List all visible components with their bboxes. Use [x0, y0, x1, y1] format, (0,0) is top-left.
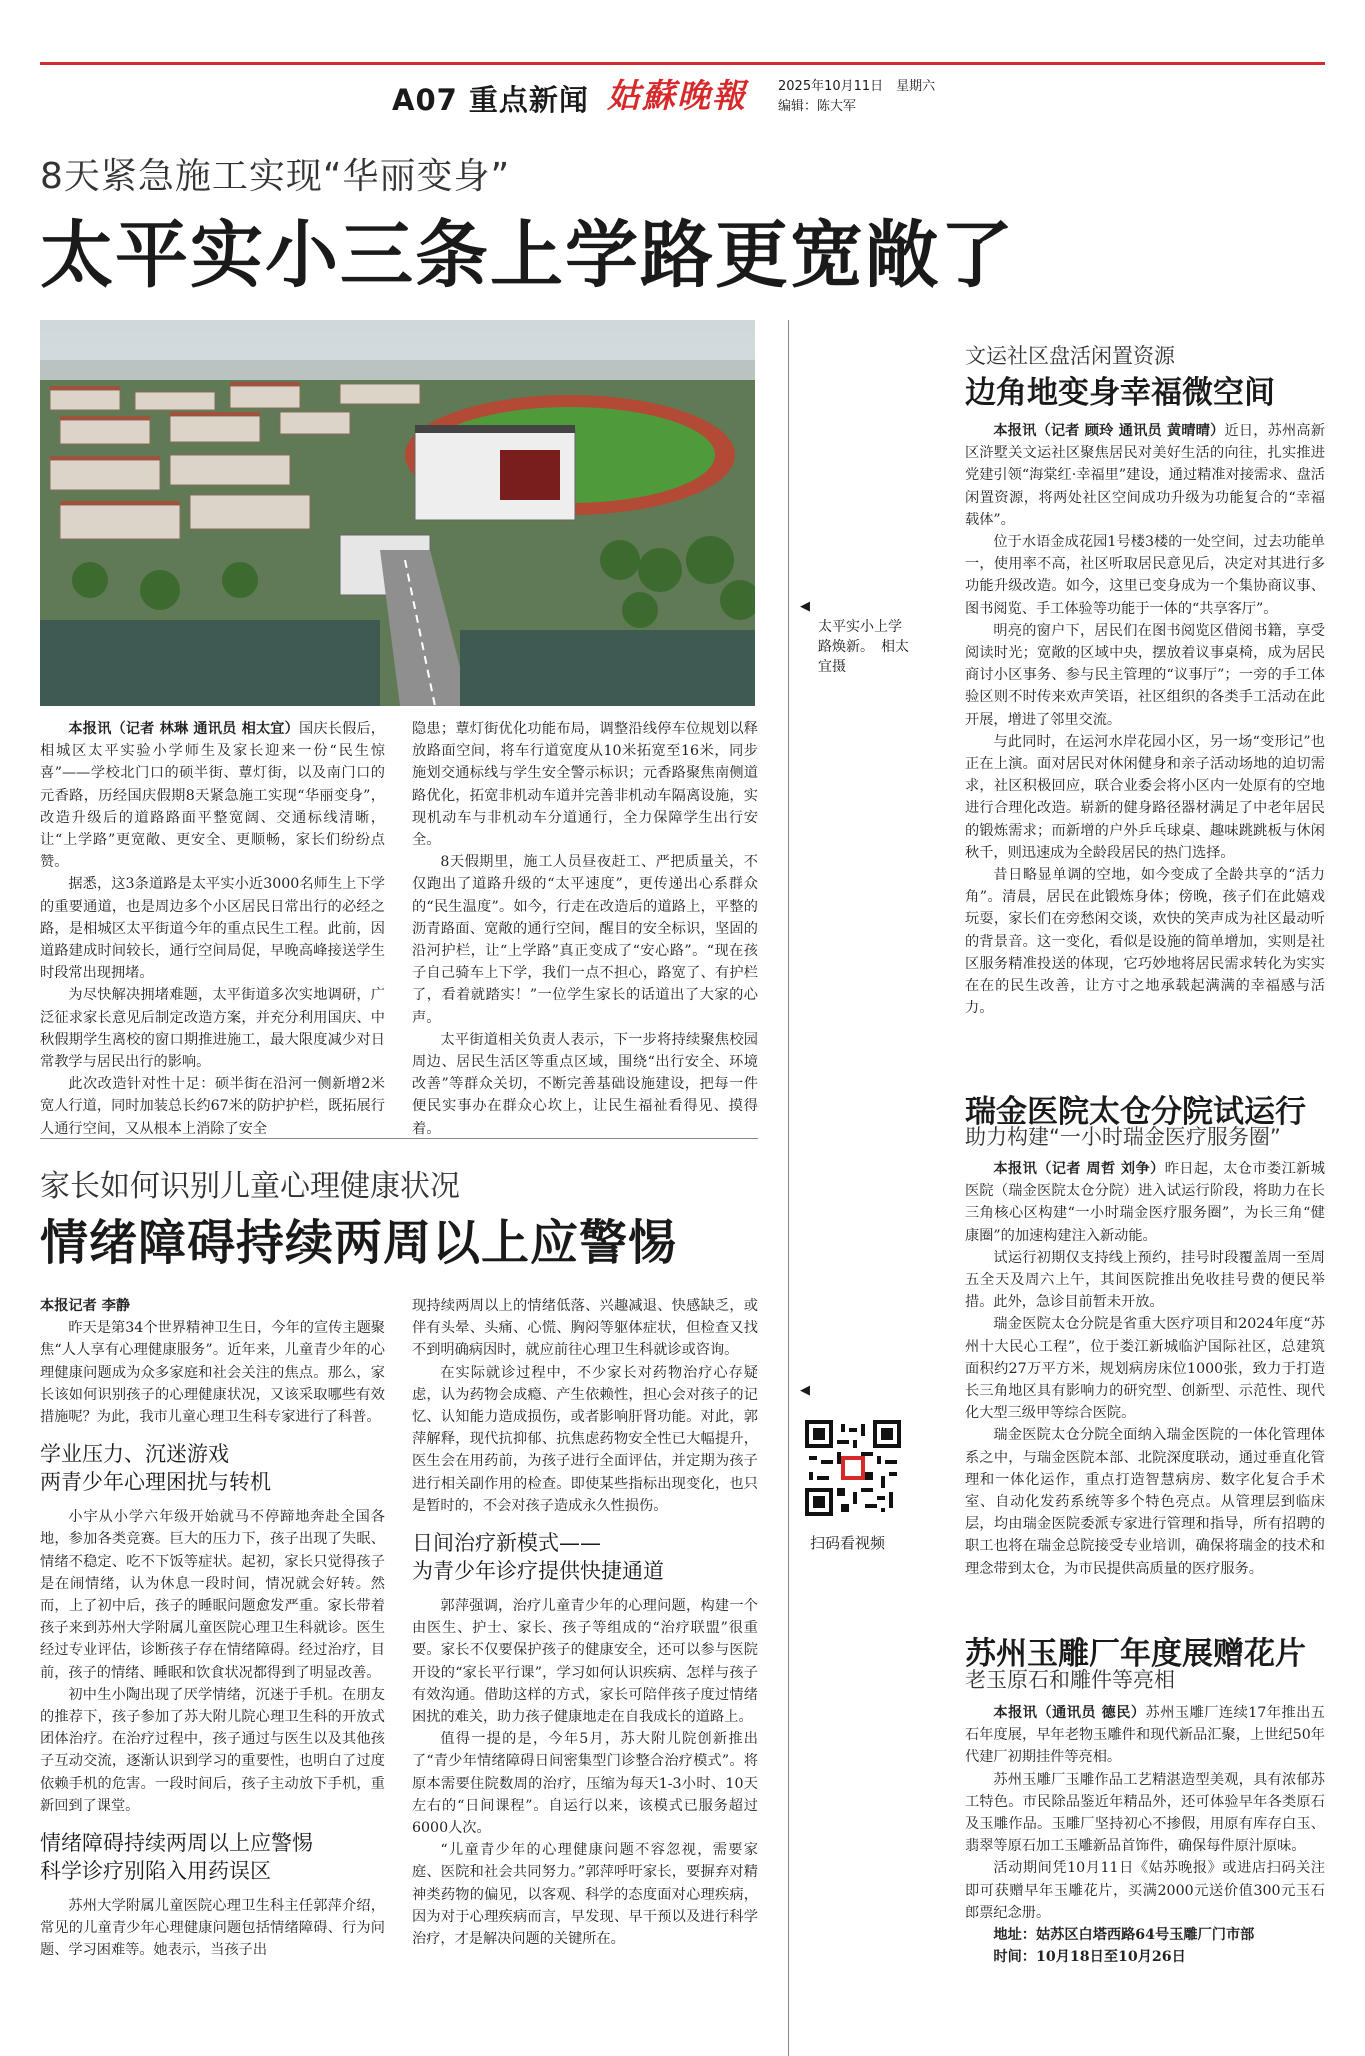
- story2-paragraph: 苏州大学附属儿童医院心理卫生科主任郭萍介绍，常见的儿童青少年心理健康问题包括情绪障碍、行为问题、学习困难等。她表示，当孩子出: [40, 1898, 385, 1959]
- qr-label: 扫码看视频: [810, 1534, 886, 1552]
- story2-paragraph: 昨天是第34个世界精神卫生日，今年的宣传主题聚焦“人人享有心理健康服务”。近年来，儿童青少年的心理健康问题成为众多家庭和社会关注的焦点。那么，家长该如何识别孩子的心理健康状况，又该采取哪些有效措施呢？为此，我市儿童心理卫生科专家进行了科普。: [40, 1320, 385, 1426]
- story2-paragraph: “儿童青少年的心理健康问题不容忽视，需要家庭、医院和社会共同努力。”郭萍呼吁家长，要摒弃对精神类药物的偏见，以客观、科学的态度面对心理疾病，因为对于心理疾病而言，早发现、早干预以及进行科学治疗，才是解决问题的关键所在。: [412, 1842, 758, 1948]
- story3-byline: 本报讯（记者 顾玲 通讯员 黄晴晴）: [993, 423, 1225, 439]
- svg-text:姑蘇晚報: 姑蘇晚報: [607, 76, 747, 115]
- story1-column-2: [412, 718, 758, 1140]
- story3-paragraph: 近日，苏州高新区浒墅关文运社区聚焦居民对美好生活的向往，扎实推进党建引领“海棠红·幸福里”建设，通过精准对接需求、盘活闲置资源，将两处社区空间成功升级为功能复合的“幸福载体”。: [965, 423, 1325, 528]
- story2-subheading-1: 学业压力、沉迷游戏 两青少年心理困扰与转机: [40, 1442, 271, 1495]
- story5-byline: 本报讯（通讯员 德民）: [993, 1705, 1146, 1721]
- story2-paragraph: 在实际就诊过程中，不少家长对药物治疗心存疑虑，认为药物会成瘾、产生依赖性，担心会对孩子的记忆、认知能力造成损伤，或者影响肝肾功能。对此，郭萍解释，现代抗抑郁、抗焦虑药物安全性已大幅提升，医生会在用药前，为孩子进行全面评估，并定期为孩子进行相关副作用的检查。即使某些指标出现变化，也只是暂时的，不会对孩子造成永久性损伤。: [412, 1364, 758, 1514]
- story4-body: [965, 1158, 1325, 1580]
- story5-time: 时间：10月18日至10月26日: [993, 1949, 1186, 1966]
- story-divider: [40, 1138, 758, 1139]
- issue-date: 2025年10月11日 星期六: [778, 79, 936, 94]
- story1-paragraph: 为尽快解决拥堵难题，太平街道多次实地调研，广泛征求家长意见后制定改造方案，并充分利用国庆、中秋假期学生离校的窗口期推进施工，最大限度减少对日常教学与居民出行的影响。: [40, 987, 385, 1071]
- story3-headline: 边角地变身幸福微空间: [965, 375, 1275, 411]
- story2-subheading-3: 日间治疗新模式—— 为青少年诊疗提供快捷通道: [412, 1531, 664, 1584]
- story4-headline: 瑞金医院太仓分院试运行: [965, 1094, 1306, 1130]
- story4-kicker: 助力构建“一小时瑞金医疗服务圈”: [965, 1125, 1281, 1149]
- photo-caption: [800, 597, 915, 677]
- story2-paragraph: 郭萍强调，治疗儿童青少年的心理问题，构建一个由医生、护士、家长、孩子等组成的“治疗联盟”很重要。家长不仅要保护孩子的健康安全，还可以参与医院开设的“家长平行课”，学习如何认识疾病、怎样与孩子有效沟通。借助这样的方式，家长可陪伴孩子度过情绪困扰的难关，助力孩子健康地走在自我成长的道路上。: [412, 1598, 758, 1726]
- story1-kicker: 8天紧急施工实现“华丽变身”: [40, 156, 511, 197]
- qr-code[interactable]: [805, 1420, 901, 1516]
- story4-paragraph: 瑞金医院太仓分院全面纳入瑞金医院的一体化管理体系之中，与瑞金医院本部、北院深度联动，通过垂直化管理和一体化运作，重点打造智慧病房、数字化复合手术室、自动化发药系统等多个特色亮点。从管理层到临床层，均由瑞金医院委派专家进行管理和指导，所有招聘的职工也将在瑞金总院接受专业培训，确保将瑞金的技术和理念带到太仓，为市民提供高质量的医疗服务。: [965, 1427, 1325, 1577]
- story1-paragraph: 此次改造针对性十足：硕半街在沿河一侧新增2米宽人行道，同时加装总长约67米的防护护栏，既拓展行人通行空间，又从根本上消除了安全: [40, 1076, 385, 1137]
- story3-paragraph: 昔日略显单调的空地，如今变成了全龄共享的“活力角”。清晨，居民在此锻炼身体；傍晚，孩子们在此嬉戏玩耍，家长们在旁愁闲交谈，欢快的笑声成为社区最动听的背景音。这一变化，看似是设施的简单增加，实则是社区服务精准投送的体现，它巧妙地将居民需求转化为实实在在的民生改善，让方寸之地承载起满满的幸福感与活力。: [965, 867, 1325, 1017]
- story4-byline: 本报讯（记者 周哲 刘争）: [993, 1161, 1165, 1177]
- story2-paragraph: 小宇从小学六年级开始就马不停蹄地奔赴全国各地，参加各类竞赛。巨大的压力下，孩子出现了失眠、情绪不稳定、吃不下饭等症状。起初，家长只觉得孩子是在闹情绪，认为休息一段时间，情况就会好转。然而，上了初中后，孩子的睡眠问题愈发严重。家长带着孩子来到苏州大学附属儿童医院心理卫生科就诊。医生经过专业评估，诊断孩子存在情绪障碍。经过治疗，目前，孩子的情绪、睡眠和饮食状况都得到了明显改善。: [40, 1509, 385, 1681]
- story1-paragraph: 据悉，这3条道路是太平实小近3000名师生上下学的重要通道，也是周边多个小区居民日常出行的必经之路，是相城区太平街道今年的重点民生工程。此前，因道路建成时间较长，通行空间局促，早晚高峰接送学生时段常出现拥堵。: [40, 876, 385, 982]
- story3-paragraph: 明亮的窗户下，居民们在图书阅览区借阅书籍，享受阅读时光；宽敞的区域中央，摆放着议事桌椅，成为居民商讨小区事务、参与民主管理的“议事厅”；一旁的手工体验区则不时传来欢声笑语，社区组织的各类手工活动在此开展，增进了邻里交流。: [965, 622, 1325, 728]
- story1-paragraph: 隐患；蕈灯街优化功能布局，调整沿线停车位规划以释放路面空间，将车行道宽度从10米拓宽至16米，同步施划交通标线与学生安全警示标识；元香路聚焦南侧道路优化，拓宽非机动车道并完善非机动车隔离设施，实现机动车与非机动车分道通行，全力保障学生出行安全。: [412, 721, 758, 849]
- story5-kicker: 老玉原石和雕件等亮相: [965, 1668, 1175, 1692]
- story5-headline: 苏州玉雕厂年度展赠花片: [965, 1636, 1306, 1672]
- qr-arrow-icon: ◀: [800, 1383, 810, 1398]
- story1-column-1: [40, 718, 385, 1140]
- story2-paragraph: 值得一提的是，今年5月，苏大附儿院创新推出了“青少年情绪障碍日间密集型门诊整合治疗模式”。将原本需要住院数周的治疗，压缩为每天1-3小时、10天左右的“日间课程”。自运行以来，该模式已服务超过6000人次。: [412, 1731, 758, 1837]
- column-divider: [788, 320, 789, 2056]
- story1-paragraph: 太平街道相关负责人表示，下一步将持续聚焦校园周边、居民生活区等重点区域，围绕“出行安全、环境改善”等群众关切，不断完善基础设施建设，把每一件便民实事办在群众心坎上，让民生福祉看得见、摸得着。: [412, 1031, 758, 1137]
- top-red-rule: [40, 62, 1325, 65]
- story2-byline: 本报记者 李静: [40, 1298, 131, 1314]
- story3-kicker: 文运社区盘活闲置资源: [965, 344, 1175, 368]
- story5-address: 地址：姑苏区白塔西路64号玉雕厂门市部: [993, 1927, 1255, 1944]
- logo-mark: [605, 72, 755, 116]
- story1-paragraph: 国庆长假后，相城区太平实验小学师生及家长迎来一份“民生惊喜”——学校北门口的硕半街、蕈灯街，以及南门口的元香路，历经国庆假期8天紧急施工实现“华丽变身”，改造升级后的道路路面平整宽阔、交通标线清晰，让“上学路”更宽敞、更安全、更顺畅，家长们纷纷点赞。: [40, 721, 385, 871]
- newspaper-logo: [605, 72, 755, 116]
- story1-byline: 本报讯（记者 林琳 通讯员 相太宜）: [68, 721, 300, 737]
- story2-kicker: 家长如何识别儿童心理健康状况: [40, 1169, 460, 1204]
- story2-headline: 情绪障碍持续两周以上应警惕: [40, 1215, 678, 1271]
- story5-paragraph: 苏州玉雕厂连续17年推出五石年度展，早年老物玉雕件和现代新品汇聚，上世纪50年代建厂初期挂件等亮相。: [965, 1705, 1325, 1766]
- story2-paragraph: 初中生小陶出现了厌学情绪，沉迷于手机。在朋友的推荐下，孩子参加了苏大附儿院心理卫生科的开放式团体治疗。在治疗过程中，孩子通过与医生以及其他孩子互动交流，逐渐认识到学习的重要性，也明白了过度依赖手机的危害。一段时间后，孩子主动放下手机，重新回到了课堂。: [40, 1686, 385, 1814]
- story2-paragraph: 现持续两周以上的情绪低落、兴趣减退、快感缺乏，或伴有头晕、头痛、心慌、胸闷等躯体症状，但检查又找不到明确病因时，就应前往心理卫生科就诊或咨询。: [412, 1298, 758, 1359]
- story1-headline: 太平实小三条上学路更宽敞了: [40, 213, 1015, 298]
- section-label: A07 重点新闻: [392, 83, 589, 117]
- story5-paragraph: 苏州玉雕厂玉雕作品工艺精湛造型美观，具有浓郁苏工特色。市民除品鉴近年精品外，还可体验早年各类原石及玉雕作品。玉雕厂坚持初心不掺假，用原有库存白玉、翡翠等原石加工玉雕新品首饰件，确保每件原汁原味。: [965, 1771, 1325, 1855]
- story3-paragraph: 与此同时，在运河水岸花园小区，另一场“变形记”也正在上演。面对居民对休闲健身和亲子活动场地的迫切需求，社区积极回应，联合业委会将小区内一处原有的空地进行合理化改造。崭新的健身路径器材满足了中老年居民的锻炼需求；而新增的户外乒乓球桌、趣味跳跳板与休闲秋千，则迅速成为全龄段居民的热门选择。: [965, 733, 1325, 861]
- story4-paragraph: 试运行初期仅支持线上预约，挂号时段覆盖周一至周五全天及周六上午，其间医院推出免收挂号费的便民举措。此外，急诊目前暂未开放。: [965, 1249, 1325, 1311]
- story1-paragraph: 8天假期里，施工人员昼夜赶工、严把质量关，不仅跑出了道路升级的“太平速度”，更传递出心系群众的“民生温度”。如今，行走在改造后的道路上，平整的沥青路面、宽敞的通行空间，醒目的安全标识，坚固的沿河护栏，让“上学路”真正变成了“安心路”。“现在孩子自己骑车上下学，我们一点不担心，路宽了、有护栏了，看着就踏实！”一位学生家长的话道出了大家的心声。: [412, 854, 758, 1026]
- story4-paragraph: 瑞金医院太仓分院是省重大医疗项目和2024年度“苏州十大民心工程”，位于娄江新城临沪国际社区，总建筑面积约27万平方米，规划病房床位1000张，致力于打造长三角地区具有影响力的研究型、创新型、示范性、现代化大型三级甲等综合医院。: [965, 1316, 1325, 1422]
- caption-arrow-icon: ◀: [800, 599, 810, 614]
- caption-text: 太平实小上学路焕新。 相太宜摄: [818, 619, 909, 675]
- story3-body: [965, 420, 1325, 1019]
- editor-line: 编辑：陈大军: [778, 99, 857, 114]
- school-aerial-photo: [40, 320, 755, 706]
- story3-paragraph: 位于水语金成花园1号楼3楼的一处空间，过去功能单一，使用率不高，社区听取居民意见后，决定对其进行多功能升级改造。如今，这里已变身成为一个集协商议事、图书阅览、手工体验等功能于一体的“共享客厅”。: [965, 534, 1325, 617]
- story5-paragraph: 活动期间凭10月11日《姑苏晚报》或进店扫码关注即可获赠早年玉雕花片，买满2000元送价值300元玉石郎票纪念册。: [965, 1860, 1325, 1921]
- story2-column-2: [412, 1295, 758, 1950]
- story5-body: [965, 1702, 1325, 1968]
- story2-column-1: [40, 1295, 385, 1962]
- story4-paragraph: 昨日起，太仓市娄江新城医院（瑞金医院太仓分院）进入试运行阶段，将助力在长三角核心区构建“一小时瑞金医疗服务圈”，为长三角“健康圈”的加速构建注入新动能。: [965, 1161, 1325, 1244]
- story2-subheading-2: 情绪障碍持续两周以上应警惕 科学诊疗别陷入用药误区: [40, 1831, 313, 1884]
